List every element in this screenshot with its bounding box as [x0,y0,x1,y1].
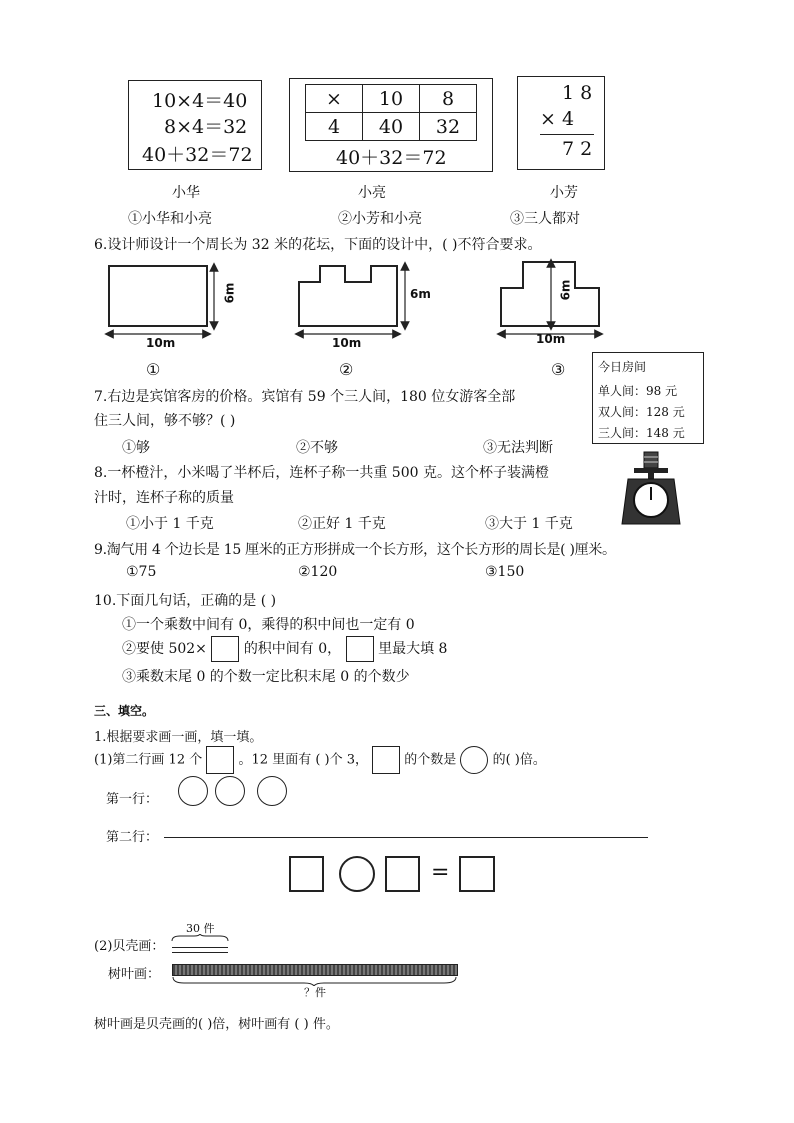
q7-option-3[interactable]: ③无法判断 [483,440,553,456]
q8-option-2[interactable]: ②正好 1 千克 [298,516,386,532]
q10-option-2-part-c: 里最大填 8 [378,641,448,657]
q10-question: 10.下面几句话，正确的是 ( ) [94,593,277,609]
q8-option-3[interactable]: ③大于 1 千克 [485,516,573,532]
row2-label: 第二行： [106,830,159,845]
q6-question: 6.设计师设计一个周长为 32 米的花坛，下面的设计中，( )不符合要求。 [94,237,542,253]
q5-option-3[interactable]: ③三人都对 [510,211,580,227]
q6-label-3[interactable]: ③ [551,360,566,379]
circle-icon [178,776,208,806]
room-price-triple: 三人间：148 元 [598,426,685,440]
square-shape-icon [372,746,400,774]
circle-icon [257,776,287,806]
leaf-label: 树叶画： [108,967,161,982]
xiaohua-name: 小华 [172,185,200,201]
room-price-double: 双人间：128 元 [598,405,685,419]
shape-2-width-label: 10m [332,336,362,350]
square-shape-icon [206,746,234,774]
xiaofang-mid: × 4 [540,108,575,130]
room-price-title: 今日房间 [598,360,647,374]
q8-line1: 8.一杯橙汁，小米喝了半杯后，连杯子称一共重 500 克。这个杯子装满橙 [94,465,549,481]
q8-line2: 汁时，连杯子称的质量 [94,490,234,506]
grid-cell: 4 [306,113,363,141]
xiaohua-line1: 10×4＝40 [152,90,248,112]
equation-square-2[interactable] [385,856,420,892]
s3-part1-d: 的( )倍。 [492,752,546,768]
s3-part1 [94,746,546,774]
row1-label: 第一行： [106,792,159,807]
q9-question: 9.淘气用 4 个边长是 15 厘米的正方形拼成一个长方形，这个长方形的周长是( )厘米。 [94,542,616,558]
answer-box[interactable] [211,636,239,662]
q9-option-3[interactable]: ③150 [485,564,525,580]
shape-3-stepped [501,262,599,326]
s3-final-line: 树叶画是贝壳画的( )倍，树叶画有 ( ) 件。 [94,1017,339,1032]
shape-1-height-label: 6m [222,282,237,304]
unknown-count-label: ？件 [304,986,326,999]
q10-option-1[interactable]: ①一个乘数中间有 0，乘得的积中间也一定有 0 [122,617,415,633]
xiaoliang-sum: 40＋32＝72 [336,147,447,169]
q9-option-2[interactable]: ②120 [298,564,338,580]
grid-cell: × [306,85,363,113]
q7-line1: 7.右边是宾馆客房的价格。宾馆有 59 个三人间，180 位女游客全部 [94,389,516,405]
shape-2-notched [299,266,397,326]
answer-box[interactable] [346,636,374,662]
shell-count-label: 30 件 [186,922,215,935]
q10-option-2-part-a: ②要使 502× [122,641,207,657]
xiaoliang-name: 小亮 [358,185,386,201]
equals-sign: = [431,860,450,885]
s3-part1-b: 。12 里面有 ( )个 3， [238,752,369,768]
shape-3-height-label: 6m [558,279,573,301]
equation-square-1[interactable] [289,856,324,892]
grid-cell: 32 [420,113,477,141]
q7-option-1[interactable]: ①够 [122,440,150,456]
q7-line2: 住三人间，够不够？( ) [94,413,236,429]
equation-square-3[interactable] [459,856,495,892]
circle-icon [215,776,245,806]
xiaoliang-multiplication-grid [305,84,477,141]
q5-option-2[interactable]: ②小芳和小亮 [338,211,422,227]
xiaofang-name: 小芳 [550,185,578,201]
grid-cell: 8 [420,85,477,113]
q10-option-3[interactable]: ③乘数末尾 0 的个数一定比积末尾 0 的个数少 [122,669,410,685]
q6-label-2[interactable]: ② [339,360,354,379]
shape-1-width-label: 10m [146,336,176,350]
s3-part1-a: (1)第二行画 12 个 [94,752,203,768]
xiaofang-top: 1 8 [562,82,593,104]
circle-shape-icon [460,746,488,774]
q5-option-1[interactable]: ①小华和小亮 [128,211,212,227]
xiaohua-line2: 8×4＝32 [164,116,248,138]
shell-brace [170,934,230,942]
shape-3-width-label: 10m [536,332,566,346]
s3-q1: 1.根据要求画一画，填一填。 [94,730,263,745]
q10-option-2-part-b: 的积中间有 0， [243,641,342,657]
room-price-single: 单人间：98 元 [598,384,678,398]
shape-1-rectangle [109,266,207,326]
equation-circle[interactable] [339,856,375,892]
scale-icon [618,450,686,528]
s3-part2-label: (2)贝壳画： [94,939,165,954]
grid-cell: 10 [363,85,420,113]
section-title: 三、填空。 [94,704,155,718]
s3-part1-c: 的个数是 [404,752,457,768]
xiaofang-rule [540,134,594,135]
q6-label-1[interactable]: ① [146,360,161,379]
q9-option-1[interactable]: ①75 [126,564,157,580]
shell-bar [172,947,228,953]
xiaofang-bottom: 7 2 [562,138,593,160]
q10-option-2[interactable] [122,636,447,662]
shape-2-height-label: 6m [410,287,431,301]
grid-cell: 40 [363,113,420,141]
xiaohua-line3: 40＋32＝72 [142,144,253,166]
leaf-bar [172,964,458,976]
q8-option-1[interactable]: ①小于 1 千克 [126,516,214,532]
q7-option-2[interactable]: ②不够 [296,440,338,456]
row2-answer-line[interactable] [164,837,648,838]
